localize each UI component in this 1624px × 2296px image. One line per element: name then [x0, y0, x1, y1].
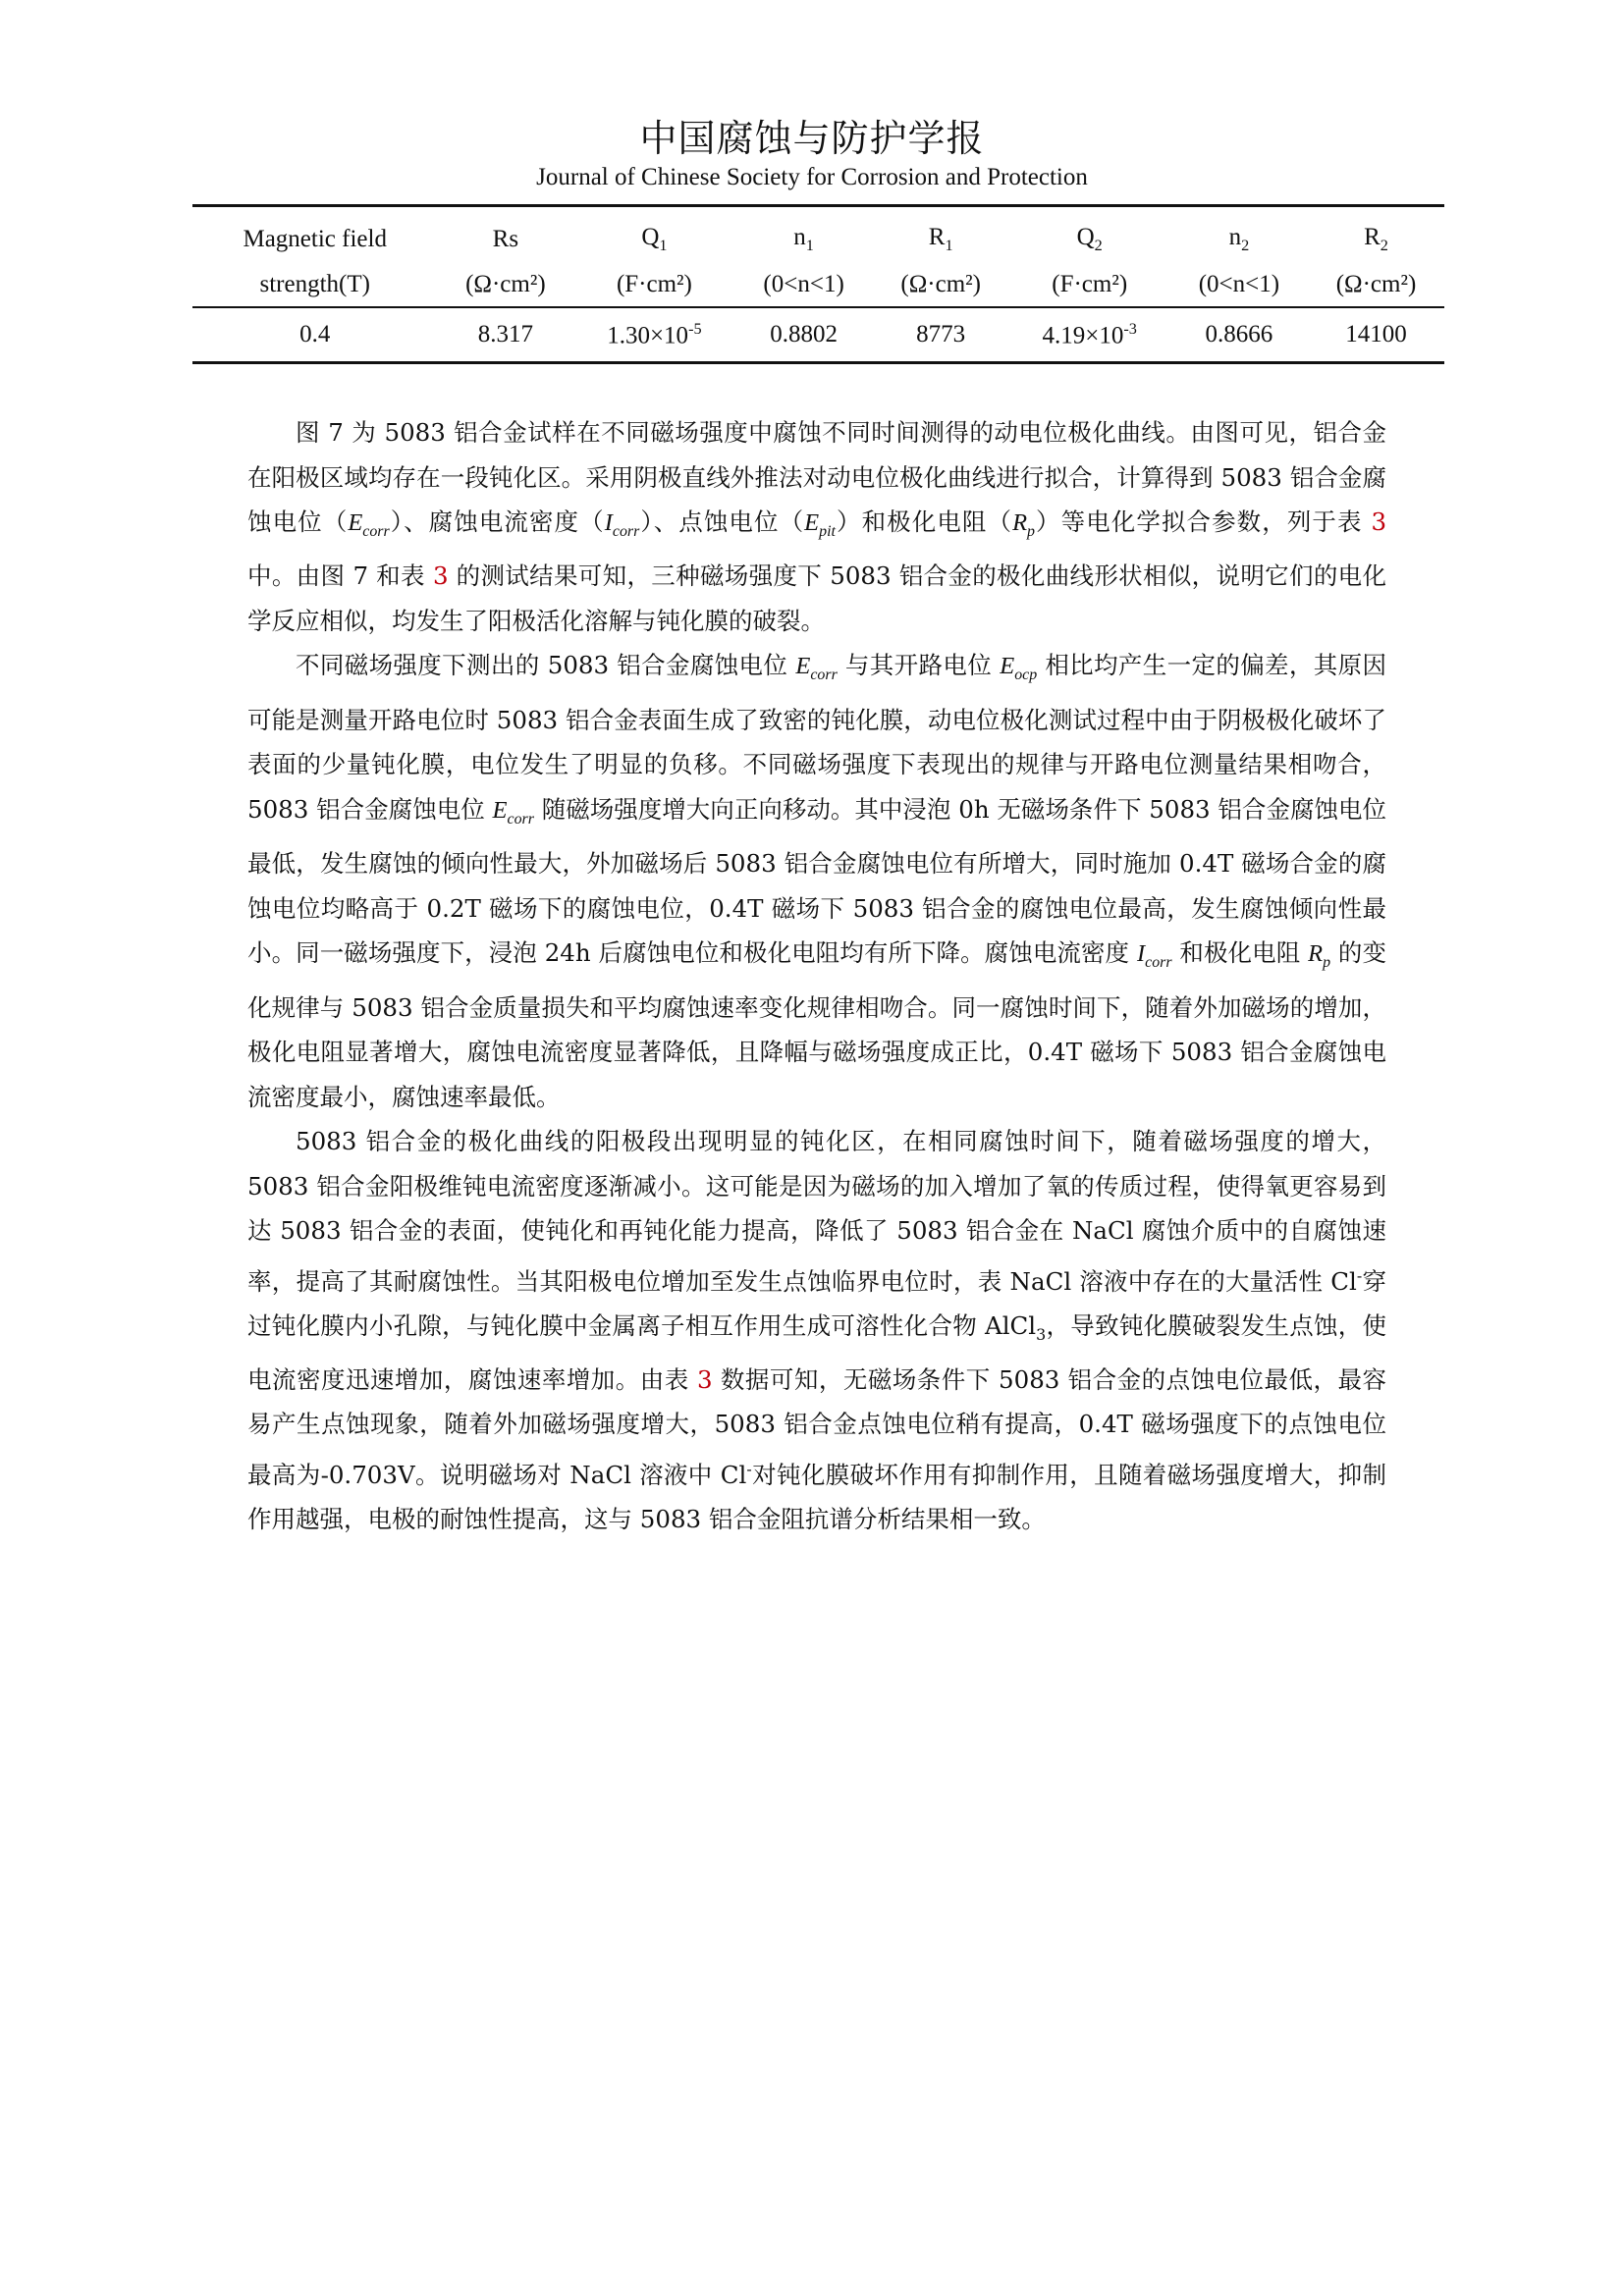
article-body — [247, 410, 1386, 1542]
col-header-q2: $Q_2$ — [1076, 224, 1103, 254]
cell-n2: 0.8666 — [1170, 307, 1308, 363]
journal-title-cn: 中国腐蚀与防护学报 — [639, 117, 985, 160]
paragraph-3: 5083 铝合金的极化曲线的阳极段出现明显的钝化区，在相同腐蚀时间下，随着磁场强度的增大，5083 铝合金阳极维钝电流密度逐渐减小。这可能是因为磁场的加入增加了氧的传质过程，使得氧更容易到达 5083 铝合金的表面，使钝化和再钝化能力提高，降低了 5083 铝合金在 NaCl 腐蚀介质中的自腐蚀速率，提高了其耐腐蚀性。当其阳极电位增加至发生点蚀临界电位时，表 NaCl 溶液中存在的大量活性 Cl-穿过钝化膜内小孔隙，与钝化膜中金属离子相互作用生成可溶性化合物 AlCl$_3$，导致钝化膜破裂发生点蚀，使电流密度迅速增加，腐蚀速率增加。由表 3 数据可知，无磁场条件下 5083 铝合金的点蚀电位最低，最容易产生点蚀现象，随着外加磁场强度增大，5083 铝合金点蚀电位稍有提高，0.4T 磁场强度下的点蚀电位最高为-0.703V。说明磁场对 NaCl 溶液中 Cl-对钝化膜破坏作用有抑制作用，且随着磁场强度增大，抑制作用越强，电极的耐蚀性提高，这与 5083 铝合金阻抗谱分析结果相一致。 — [247, 1127, 1386, 1534]
unit-n2: (0<n<1) — [1170, 263, 1308, 307]
cell-q2: $4.19\times 10^{-3}$ — [1009, 307, 1170, 363]
unit-field: strength(T) — [192, 263, 437, 307]
journal-title-en: Journal of Chinese Society for Corrosion and Protection — [536, 164, 1088, 190]
unit-r2: (Ω·cm²) — [1308, 263, 1444, 307]
col-header-r2: $R_2$ — [1364, 224, 1388, 254]
table-unit-row — [192, 263, 1444, 307]
cell-r2: 14100 — [1308, 307, 1444, 363]
table-ref-link[interactable]: 3 — [432, 561, 449, 591]
cell-n1: 0.8802 — [734, 307, 872, 363]
table-header-row — [192, 208, 1444, 263]
unit-rs: (Ω·cm²) — [437, 263, 573, 307]
table-ref-link[interactable]: 3 — [1371, 507, 1387, 536]
table-ref-link[interactable]: 3 — [697, 1364, 713, 1394]
journal-header — [0, 116, 1624, 192]
unit-n1: (0<n<1) — [734, 263, 872, 307]
table-row — [192, 307, 1444, 363]
cell-r1: 8773 — [873, 307, 1009, 363]
col-header-q1: $Q_1$ — [641, 224, 668, 254]
paragraph-2: 不同磁场强度下测出的 5083 铝合金腐蚀电位 $E_{corr}$ 与其开路电位 $E_{ocp}$ 相比均产生一定的偏差，其原因可能是测量开路电位时 5083 铝合金表面生成了致密的钝化膜，动电位极化测试过程中由于阴极极化破坏了表面的少量钝化膜，电位发生了明显的负移。不同磁场强度下表现出的规律与开路电位测量结果相吻合，5083 铝合金腐蚀电位 $E_{corr}$ 随磁场强度增大向正向移动。其中浸泡 0h 无磁场条件下 5083 铝合金腐蚀电位最低，发生腐蚀的倾向性最大，外加磁场后 5083 铝合金腐蚀电位有所增大，同时施加 0.4T 磁场合金的腐蚀电位均略高于 0.2T 磁场下的腐蚀电位，0.4T 磁场下 5083 铝合金的腐蚀电位最高，发生腐蚀倾向性最小。同一磁场强度下，浸泡 24h 后腐蚀电位和极化电阻均有所下降。腐蚀电流密度 $I_{corr}$ 和极化电阻 $R_p$ 的变化规律与 5083 铝合金质量损失和平均腐蚀速率变化规律相吻合。同一腐蚀时间下，随着外加磁场的增加，极化电阻显著增大，腐蚀电流密度显著降低，且降幅与磁场强度成正比，0.4T 磁场下 5083 铝合金腐蚀电流密度最小，腐蚀速率最低。 — [247, 651, 1386, 1111]
cell-field: 0.4 — [192, 307, 437, 363]
unit-q1: (F·cm²) — [573, 263, 734, 307]
col-header-rs: Rs — [492, 226, 519, 252]
fitting-parameters-table — [192, 208, 1444, 364]
col-header-field: Magnetic field — [243, 226, 387, 252]
paragraph-1: 图 7 为 5083 铝合金试样在不同磁场强度中腐蚀不同时间测得的动电位极化曲线。由图可见，铝合金在阳极区域均存在一段钝化区。采用阴极直线外推法对动电位极化曲线进行拟合，计算得到 5083 铝合金腐蚀电位$(E_{corr})$、腐蚀电流密度$(I_{corr})$、点蚀电位$(E_{pit})$和极化电阻$(R_p)$等电化学拟合参数，列于表 3 中。由图 7 和表 3 的测试结果可知，三种磁场强度下 5083 铝合金的极化曲线形状相似，说明它们的电化学反应相似，均发生了阳极活化溶解与钝化膜的破裂。 — [247, 418, 1387, 635]
table-top-rule — [192, 204, 1444, 207]
cell-rs: 8.317 — [437, 307, 573, 363]
col-header-n1: $n_1$ — [793, 224, 814, 254]
unit-q2: (F·cm²) — [1009, 263, 1170, 307]
unit-r1: (Ω·cm²) — [873, 263, 1009, 307]
col-header-n2: $n_2$ — [1228, 224, 1250, 254]
cell-q1: $1.30\times 10^{-5}$ — [573, 307, 734, 363]
col-header-r1: $R_1$ — [928, 224, 953, 254]
